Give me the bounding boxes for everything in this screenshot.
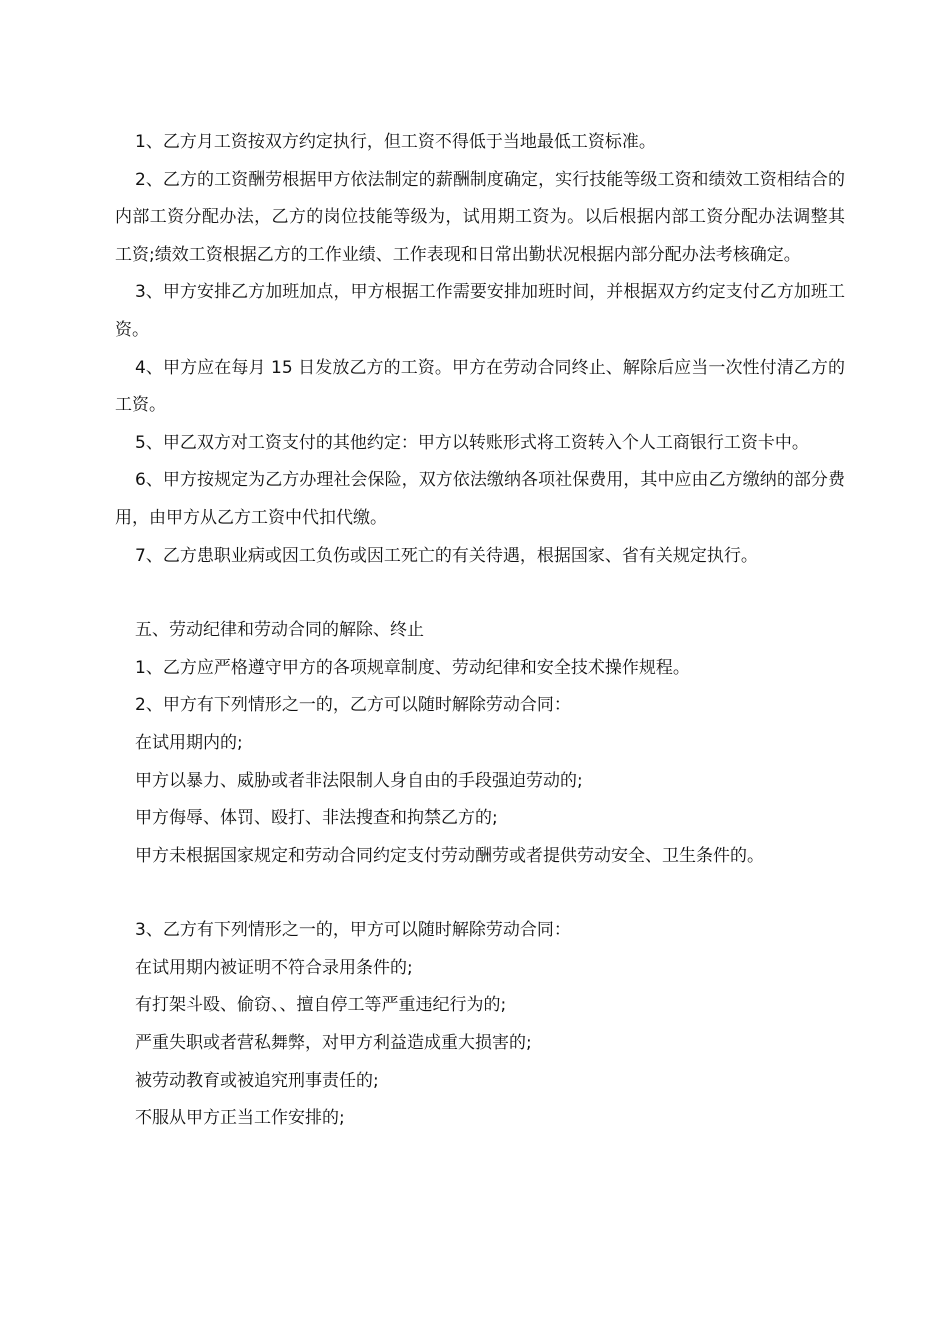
wage-item-2: 2、乙方的工资酬劳根据甲方依法制定的薪酬制度确定，实行技能等级工资和绩效工资相结合的内部工资分配办法，乙方的岗位技能等级为，试用期工资为。以后根据内部工资分配办法调整其工资;绩效工资根据乙方的工作业绩、工作表现和日常出勤状况根据内部分配办法考核确定。 — [115, 169, 845, 265]
discipline-item-2: 2、甲方有下列情形之一的，乙方可以随时解除劳动合同： — [135, 695, 571, 716]
wage-item-5: 5、甲乙双方对工资支付的其他约定：甲方以转账形式将工资转入个人工商银行工资卡中。 — [135, 432, 809, 453]
employer-termination-case: 被劳动教育或被追究刑事责任的; — [135, 1070, 379, 1091]
document-body — [115, 124, 845, 1138]
employer-termination-case: 有打架斗殴、偷窃、、擅自停工等严重违纪行为的; — [135, 995, 507, 1016]
employer-termination-case: 不服从甲方正当工作安排的; — [135, 1108, 345, 1129]
discipline-item-1: 1、乙方应严格遵守甲方的各项规章制度、劳动纪律和安全技术操作规程。 — [135, 657, 690, 678]
wage-item-3: 3、甲方安排乙方加班加点，甲方根据工作需要安排加班时间，并根据双方约定支付乙方加班工资。 — [115, 282, 845, 340]
paragraph-gap — [115, 575, 845, 612]
paragraph-gap — [115, 875, 845, 912]
wage-item-6: 6、甲方按规定为乙方办理社会保险，双方依法缴纳各项社保费用，其中应由乙方缴纳的部分费用，由甲方从乙方工资中代扣代缴。 — [115, 470, 845, 528]
wage-item-1: 1、乙方月工资按双方约定执行，但工资不得低于当地最低工资标准。 — [135, 132, 656, 152]
employer-termination-case: 严重失职或者营私舞弊，对甲方利益造成重大损害的; — [135, 1033, 532, 1054]
employee-termination-case: 甲方侮辱、体罚、殴打、非法搜查和拘禁乙方的; — [135, 808, 498, 829]
section-heading: 五、劳动纪律和劳动合同的解除、终止 — [135, 620, 424, 641]
wage-item-4: 4、甲方应在每月 15 日发放乙方的工资。甲方在劳动合同终止、解除后应当一次性付清乙方的工资。 — [115, 357, 845, 416]
employer-termination-case: 在试用期内被证明不符合录用条件的; — [135, 957, 413, 978]
employee-termination-case: 在试用期内的; — [135, 732, 243, 753]
employee-termination-case: 甲方未根据国家规定和劳动合同约定支付劳动酬劳或者提供劳动安全、卫生条件的。 — [135, 845, 764, 866]
discipline-item-3: 3、乙方有下列情形之一的，甲方可以随时解除劳动合同： — [135, 920, 571, 941]
employee-termination-case: 甲方以暴力、威胁或者非法限制人身自由的手段强迫劳动的; — [135, 770, 583, 791]
wage-item-7: 7、乙方患职业病或因工负伤或因工死亡的有关待遇，根据国家、省有关规定执行。 — [135, 545, 758, 566]
